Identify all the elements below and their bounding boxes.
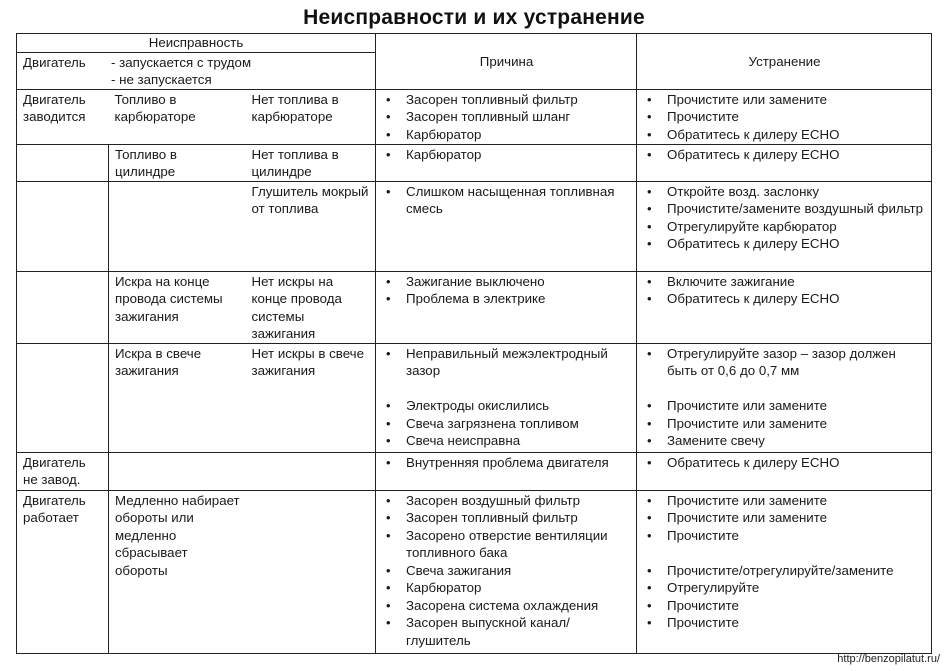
engine-state-cell xyxy=(17,271,109,343)
causes-cell xyxy=(376,271,637,343)
remedies-cell xyxy=(637,271,932,343)
cause-item: • Карбюратор xyxy=(382,146,631,164)
engine-state-cell xyxy=(17,343,109,452)
causes-cell xyxy=(376,490,637,653)
cause-item: • Свеча зажигания xyxy=(382,562,631,580)
remedy-item: • Обратитесь к дилеру ЕСНО xyxy=(643,126,926,144)
cause-item: • Зажигание выключено xyxy=(382,273,631,291)
remedy-header: Устранение xyxy=(637,34,932,90)
causes-cell xyxy=(376,343,637,452)
cause-item: • Свеча загрязнена топливом xyxy=(382,415,631,433)
engine-state-cell xyxy=(17,181,109,271)
remedies-cell xyxy=(637,181,932,271)
condition-cell: Глушитель мокрый от топлива xyxy=(246,181,376,271)
causes-cell xyxy=(376,144,637,181)
cause-item: • Неправильный межэлектродный зазор xyxy=(382,345,631,380)
cause-item: • Засорено отверстие вентиляции топливного бака xyxy=(382,527,631,562)
remedy-item: • Обратитесь к дилеру ЕСНО xyxy=(643,290,926,308)
cause-item: • Карбюратор xyxy=(382,579,631,597)
remedies-cell xyxy=(637,144,932,181)
cause-item: • Карбюратор xyxy=(382,126,631,144)
table-row xyxy=(17,343,932,452)
engine-header-cell xyxy=(17,52,376,89)
remedy-item: • Обратитесь к дилеру ЕСНО xyxy=(643,454,926,472)
fault-header: Неисправность xyxy=(17,34,376,53)
engine-state-cell xyxy=(17,144,109,181)
remedy-item: • Обратитесь к дилеру ЕСНО xyxy=(643,146,926,164)
remedy-item: • Прочистите xyxy=(643,108,926,126)
troubleshooting-table xyxy=(16,33,932,654)
cause-header: Причина xyxy=(376,34,637,90)
remedy-item: • Прочистите или замените xyxy=(643,91,926,109)
condition-cell xyxy=(246,452,376,490)
remedy-item: • Прочистите или замените xyxy=(643,492,926,510)
remedy-item: • Прочистите xyxy=(643,614,926,632)
condition-cell: Нет топлива в карбюраторе xyxy=(246,89,376,144)
cause-item: • Проблема в электрике xyxy=(382,290,631,308)
cause-item: • Засорена система охлаждения xyxy=(382,597,631,615)
check-cell xyxy=(109,181,246,271)
remedy-item: • Прочистите xyxy=(643,597,926,615)
condition-cell: Нет топлива в цилиндре xyxy=(246,144,376,181)
engine-state-cell: Двигатель заводится xyxy=(17,89,109,144)
causes-cell xyxy=(376,181,637,271)
check-cell xyxy=(109,452,246,490)
causes-cell xyxy=(376,452,637,490)
cause-item: • Электроды окислились xyxy=(382,397,631,415)
check-cell: Медленно набирает обороты или медленно сбрасывает обороты xyxy=(109,490,246,653)
remedy-item: • Отрегулируйте xyxy=(643,579,926,597)
causes-cell xyxy=(376,89,637,144)
remedies-cell xyxy=(637,490,932,653)
cause-item: • Засорен топливный фильтр xyxy=(382,509,631,527)
condition-cell: Нет искры на конце провода системы зажигания xyxy=(246,271,376,343)
engine-state-no-start: - не запускается xyxy=(111,72,212,87)
cause-item: • Засорен выпускной канал/глушитель xyxy=(382,614,631,649)
engine-state-hard-start: - запускается с трудом xyxy=(111,54,252,70)
engine-state-cell: Двигатель не завод. xyxy=(17,452,109,490)
remedy-item: • Обратитесь к дилеру ЕСНО xyxy=(643,235,926,253)
remedy-item: • Прочистите/отрегулируйте/замените xyxy=(643,562,926,580)
remedies-cell xyxy=(637,89,932,144)
remedy-item: • Откройте возд. заслонку xyxy=(643,183,926,201)
cause-item: • Засорен топливный шланг xyxy=(382,108,631,126)
engine-header-label: Двигатель xyxy=(23,54,86,70)
cause-item: • Внутренняя проблема двигателя xyxy=(382,454,631,472)
table-row xyxy=(17,271,932,343)
remedy-item: • Прочистите xyxy=(643,527,926,545)
table-row xyxy=(17,89,932,144)
remedy-item: • Включите зажигание xyxy=(643,273,926,291)
table-row xyxy=(17,490,932,653)
check-cell: Искра на конце провода системы зажигания xyxy=(109,271,246,343)
table-row xyxy=(17,181,932,271)
cause-item: • Засорен воздушный фильтр xyxy=(382,492,631,510)
remedies-cell xyxy=(637,343,932,452)
remedy-item: • Отрегулируйте зазор – зазор должен быть от 0,6 до 0,7 мм xyxy=(643,345,926,380)
page-title: Неисправности и их устранение xyxy=(303,6,645,29)
cause-item: • Засорен топливный фильтр xyxy=(382,91,631,109)
remedy-item: • Отрегулируйте карбюратор xyxy=(643,218,926,236)
remedy-item: • Прочистите или замените xyxy=(643,415,926,433)
remedy-item: • Замените свечу xyxy=(643,432,926,450)
condition-cell xyxy=(246,490,376,653)
remedy-item: • Прочистите или замените xyxy=(643,397,926,415)
table-row xyxy=(17,144,932,181)
remedies-cell xyxy=(637,452,932,490)
watermark-url: http://benzopilatut.ru/ xyxy=(837,653,940,665)
engine-state-cell: Двигатель работает xyxy=(17,490,109,653)
condition-cell: Нет искры в свече зажигания xyxy=(246,343,376,452)
table-row xyxy=(17,452,932,490)
remedy-item: • Прочистите или замените xyxy=(643,509,926,527)
check-cell: Топливо в карбюраторе xyxy=(109,89,246,144)
cause-item: • Слишком насыщенная топливная смесь xyxy=(382,183,631,218)
cause-item: • Свеча неисправна xyxy=(382,432,631,450)
remedy-item: • Прочистите/замените воздушный фильтр xyxy=(643,200,926,218)
check-cell: Топливо в цилиндре xyxy=(109,144,246,181)
check-cell: Искра в свече зажигания xyxy=(109,343,246,452)
